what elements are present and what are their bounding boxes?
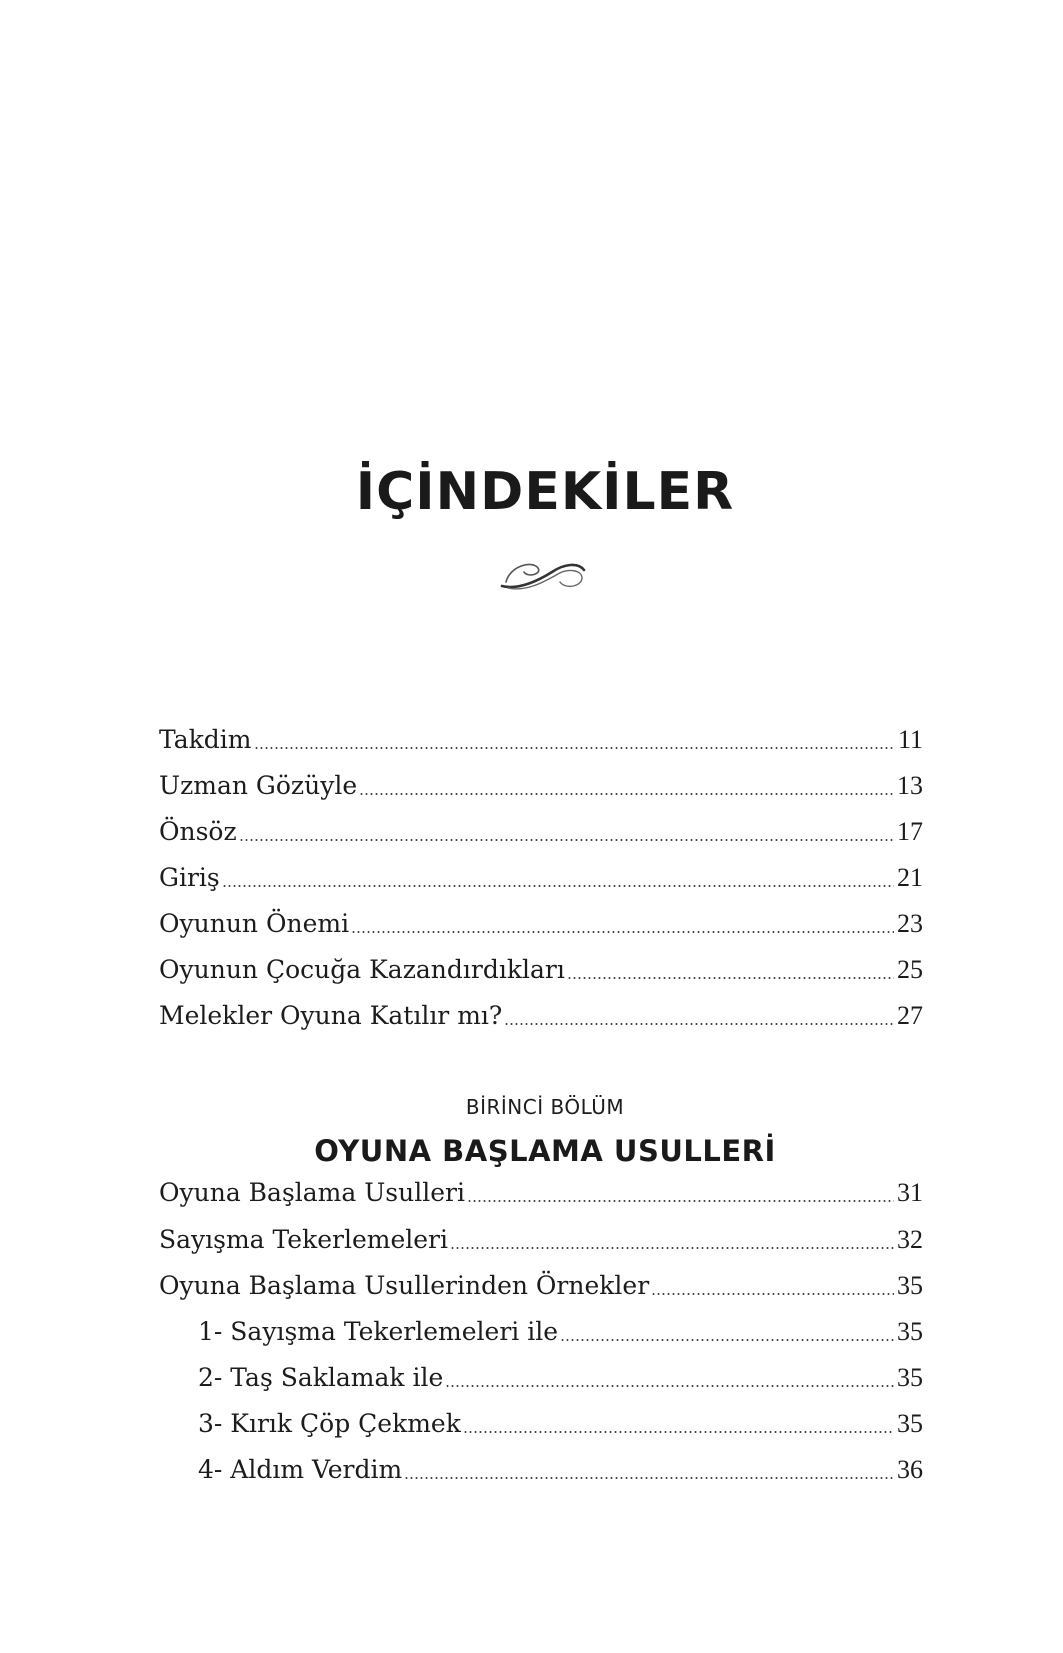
dot-leader xyxy=(450,1247,894,1249)
toc-page-number: 35 xyxy=(897,1317,923,1346)
toc-entry-label: Uzman Gözüyle xyxy=(159,771,358,800)
toc-page-number: 21 xyxy=(897,863,923,892)
toc-entry[interactable] xyxy=(159,816,923,848)
toc-entry[interactable] xyxy=(159,1177,923,1209)
page-title: İÇİNDEKİLER xyxy=(355,462,735,522)
toc-subentry[interactable] xyxy=(198,1454,923,1486)
toc-entry[interactable] xyxy=(159,908,923,940)
toc-page-number: 11 xyxy=(897,725,923,754)
dot-leader xyxy=(567,977,894,979)
toc-page-number: 35 xyxy=(897,1363,923,1392)
dot-leader xyxy=(560,1339,894,1341)
toc-entry-label: Sayışma Tekerlemeleri xyxy=(159,1225,448,1254)
dot-leader xyxy=(504,1023,894,1025)
toc-entry[interactable] xyxy=(159,1224,923,1256)
toc-entry-label: Oyunun Önemi xyxy=(159,909,350,938)
toc-entry[interactable] xyxy=(159,1270,923,1302)
toc-entry-label: 1- Sayışma Tekerlemeleri ile xyxy=(198,1317,559,1346)
toc-entry[interactable] xyxy=(159,1000,923,1032)
dot-leader xyxy=(445,1385,894,1387)
toc-page-number: 35 xyxy=(897,1409,923,1438)
toc-page-number: 32 xyxy=(897,1225,923,1254)
toc-page-number: 31 xyxy=(897,1178,923,1207)
toc-page-number: 25 xyxy=(897,955,923,984)
toc-page-number: 36 xyxy=(897,1455,923,1484)
dot-leader xyxy=(651,1293,894,1295)
toc-subentry[interactable] xyxy=(198,1408,923,1440)
toc-entry[interactable] xyxy=(159,954,923,986)
dot-leader xyxy=(351,931,894,933)
dot-leader xyxy=(254,747,895,749)
toc-entry-label: Oyunun Çocuğa Kazandırdıkları xyxy=(159,955,565,984)
toc-page-number: 23 xyxy=(897,909,923,938)
toc-entry-label: 2- Taş Saklamak ile xyxy=(198,1363,444,1392)
dot-leader xyxy=(467,1200,894,1202)
toc-entry-label: Takdim xyxy=(159,725,252,754)
dot-leader xyxy=(404,1477,894,1479)
toc-page-number: 13 xyxy=(897,771,923,800)
toc-entry-label: Önsöz xyxy=(159,817,237,846)
toc-entry-label: 4- Aldım Verdim xyxy=(198,1455,403,1484)
dot-leader xyxy=(463,1431,894,1433)
toc-entry-label: Melekler Oyuna Katılır mı? xyxy=(159,1001,503,1030)
toc-entry[interactable] xyxy=(159,770,923,802)
section-title: OYUNA BAŞLAMA USULLERİ xyxy=(314,1134,776,1168)
dot-leader xyxy=(359,793,894,795)
flourish-ornament-icon xyxy=(498,552,590,594)
dot-leader xyxy=(222,885,894,887)
toc-entry-label: Oyuna Başlama Usullerinden Örnekler xyxy=(159,1271,650,1300)
toc-page-number: 17 xyxy=(897,817,923,846)
toc-entry[interactable] xyxy=(159,724,923,756)
toc-subentry[interactable] xyxy=(198,1316,923,1348)
toc-page-number: 35 xyxy=(897,1271,923,1300)
toc-entry-label: Oyuna Başlama Usulleri xyxy=(159,1178,465,1207)
toc-entry[interactable] xyxy=(159,862,923,894)
toc-entry-label: 3- Kırık Çöp Çekmek xyxy=(198,1409,461,1438)
dot-leader xyxy=(239,839,894,841)
section-kicker: BİRİNCİ BÖLÜM xyxy=(465,1095,625,1119)
toc-subentry[interactable] xyxy=(198,1362,923,1394)
toc-page-number: 27 xyxy=(897,1001,923,1030)
toc-entry-label: Giriş xyxy=(159,863,220,892)
